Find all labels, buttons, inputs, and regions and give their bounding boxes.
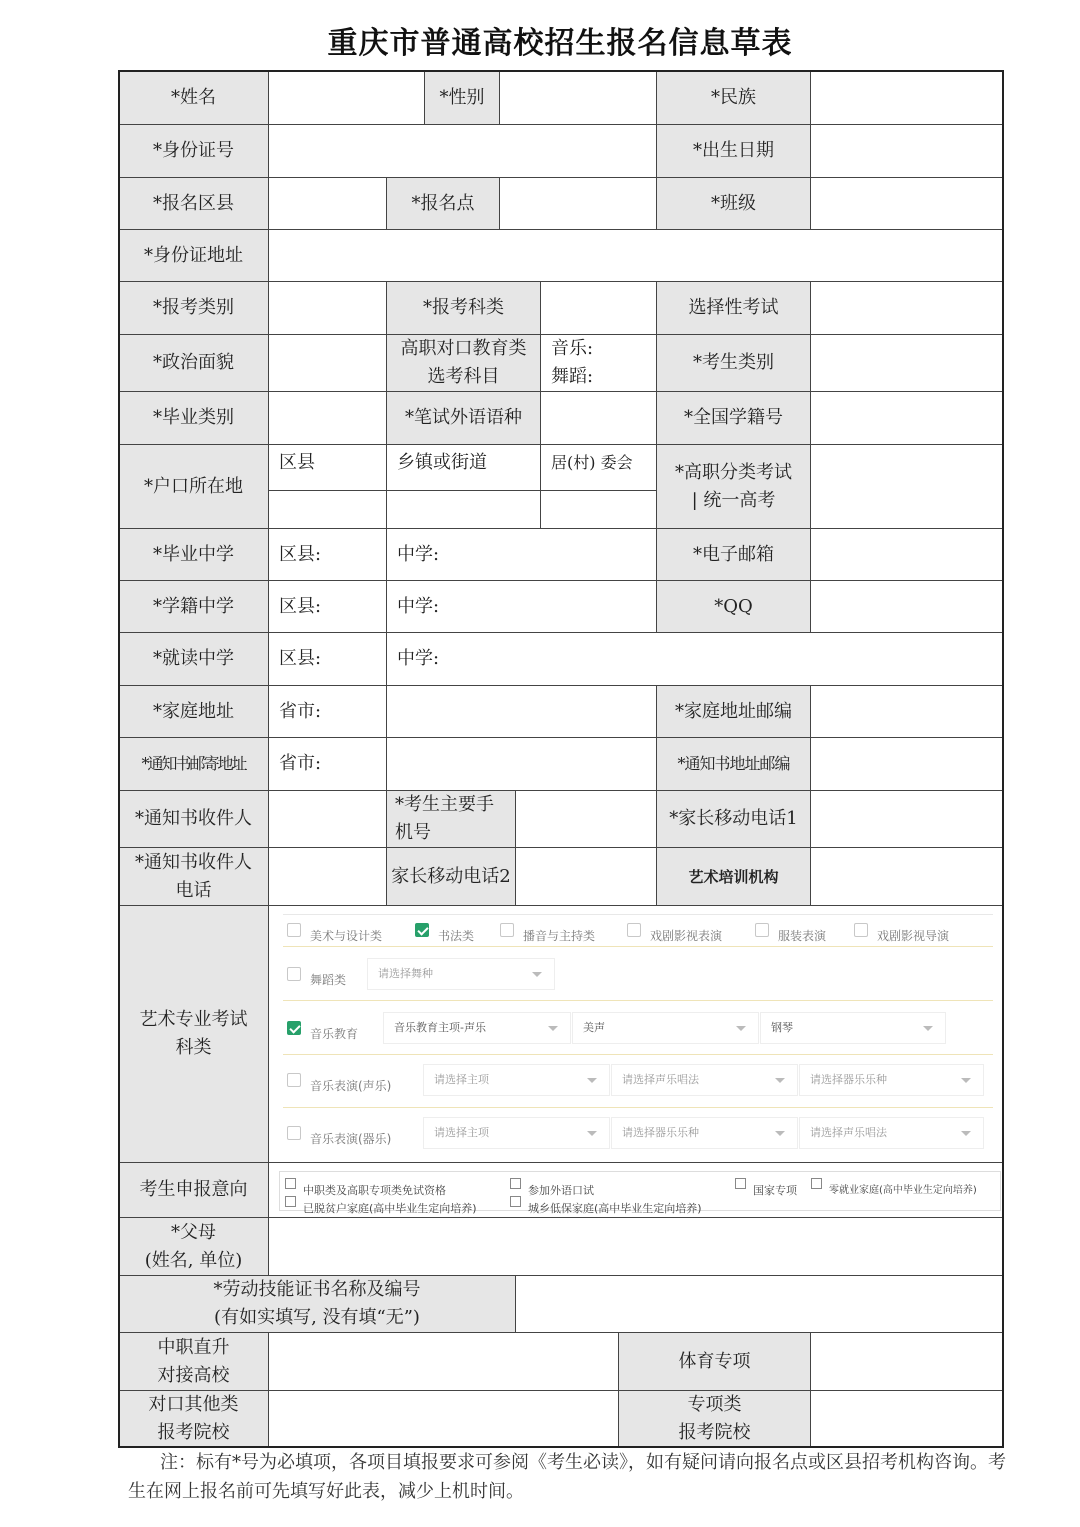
intent-panel xyxy=(268,1162,1004,1218)
dance-label: 舞蹈: xyxy=(551,366,594,387)
label-mail-postcode: *通知书地址邮编 xyxy=(656,737,811,791)
other-colleges-line1: 对口其他类 xyxy=(148,1394,239,1415)
dance-type-select-value: 请选择舞种 xyxy=(378,967,433,980)
parent-phone1-input[interactable] xyxy=(810,790,1004,848)
label-elective-exam: 选择性考试 xyxy=(656,281,811,335)
checkbox-music-instrument[interactable] xyxy=(287,1126,301,1140)
music-edu-major-select[interactable] xyxy=(383,1012,571,1044)
label-other-colleges xyxy=(118,1390,269,1448)
checkbox-national-special[interactable] xyxy=(735,1178,746,1189)
music-instr-singing-value: 请选择声乐唱法 xyxy=(810,1126,887,1139)
subject-category-input[interactable] xyxy=(540,281,657,335)
calligraphy-label: 书法类 xyxy=(438,929,475,943)
drama-directing-label: 戏剧影视导演 xyxy=(877,929,950,943)
id-address-input[interactable] xyxy=(268,229,1004,282)
chevron-down-icon xyxy=(532,972,542,977)
art-exam-line2: 科类 xyxy=(175,1037,212,1058)
parent-phone2-input[interactable] xyxy=(515,847,657,906)
music-instrument-label: 音乐表演(器乐) xyxy=(310,1132,392,1146)
label-foreign-language: *笔试外语语种 xyxy=(386,391,541,445)
checkbox-zero-employment[interactable] xyxy=(811,1178,822,1189)
art-design-label: 美术与设计类 xyxy=(310,929,383,943)
checkbox-oral-exam[interactable] xyxy=(510,1178,521,1189)
music-vocal-major-select[interactable] xyxy=(423,1064,610,1096)
music-instr-type-value: 请选择器乐乐种 xyxy=(622,1126,699,1139)
art-exam-panel xyxy=(268,905,1004,1163)
special-colleges-line1: 专项类 xyxy=(687,1394,742,1415)
mail-address-input[interactable] xyxy=(386,737,657,791)
checkbox-broadcasting[interactable] xyxy=(500,923,514,937)
music-instr-major-select[interactable] xyxy=(423,1117,610,1149)
label-household: *户口所在地 xyxy=(118,444,269,529)
checkbox-music-vocal[interactable] xyxy=(287,1073,301,1087)
label-candidate-type: *考生类别 xyxy=(656,334,811,392)
chevron-down-icon xyxy=(587,1131,597,1136)
district-input[interactable] xyxy=(268,177,387,230)
zero-employment-label: 零就业家庭(高中毕业生定向培养) xyxy=(829,1185,977,1196)
name-input[interactable] xyxy=(268,70,425,125)
chevron-down-icon xyxy=(923,1026,933,1031)
label-exam-category: *报考类别 xyxy=(118,281,269,335)
household-county-value[interactable] xyxy=(268,490,387,529)
home-province-input[interactable]: 省市: xyxy=(268,685,387,738)
label-candidate-mobile xyxy=(386,790,516,848)
direct-promotion-line1: 中职直升 xyxy=(157,1336,230,1358)
label-political-status: *政治面貌 xyxy=(118,334,269,392)
grad-school-input[interactable]: 中学: xyxy=(386,528,657,581)
other-colleges-line2: 报考院校 xyxy=(157,1422,230,1443)
music-edu-vocal-value: 美声 xyxy=(583,1021,605,1034)
label-id-address: *身份证地址 xyxy=(118,229,269,282)
candidate-mobile-input[interactable] xyxy=(515,790,657,848)
registration-point-input[interactable] xyxy=(499,177,657,230)
skill-certificate-input[interactable] xyxy=(515,1275,1004,1333)
home-address-input[interactable] xyxy=(386,685,657,738)
label-registration-point: *报名点 xyxy=(386,177,500,230)
candidate-type-input[interactable] xyxy=(810,334,1004,392)
sports-special-input[interactable] xyxy=(810,1332,1004,1391)
chevron-down-icon xyxy=(775,1131,785,1136)
student-id-input[interactable] xyxy=(810,391,1004,445)
poverty-relief-label: 已脱贫户家庭(高中毕业生定向培养) xyxy=(303,1202,477,1215)
music-edu-instrument-value: 钢琴 xyxy=(771,1021,793,1034)
checkbox-low-income[interactable] xyxy=(510,1196,521,1207)
separator xyxy=(283,1054,993,1055)
label-parent-phone2: 家长移动电话2 xyxy=(386,847,516,906)
separator xyxy=(283,1000,993,1001)
national-special-label: 国家专项 xyxy=(753,1184,797,1197)
label-parents xyxy=(118,1217,269,1276)
current-school-county-input[interactable]: 区县: xyxy=(268,632,387,686)
music-vocal-singing-select[interactable] xyxy=(611,1064,798,1096)
label-student-id: *全国学籍号 xyxy=(656,391,811,445)
music-instr-major-value: 请选择主项 xyxy=(434,1126,489,1139)
label-home-address: *家庭地址 xyxy=(118,685,269,738)
special-colleges-line2: 报考院校 xyxy=(678,1422,751,1443)
dance-label: 舞蹈类 xyxy=(310,973,347,987)
low-income-label: 城乡低保家庭(高中毕业生定向培养) xyxy=(528,1202,702,1215)
checkbox-exempt-qualification[interactable] xyxy=(285,1178,296,1189)
label-parent-phone1: *家长移动电话1 xyxy=(656,790,811,848)
label-art-institution: 艺术培训机构 xyxy=(656,847,811,906)
dance-type-select[interactable] xyxy=(367,958,555,990)
label-current-school: *就读中学 xyxy=(118,632,269,686)
label-recipient-phone xyxy=(118,847,269,906)
label-reg-school: *学籍中学 xyxy=(118,580,269,633)
elective-exam-input[interactable] xyxy=(810,281,1004,335)
oral-exam-label: 参加外语口试 xyxy=(528,1184,594,1197)
label-email: *电子邮箱 xyxy=(656,528,811,581)
candidate-mobile-line1: *考生主要手 xyxy=(395,794,494,815)
special-colleges-input[interactable] xyxy=(810,1390,1004,1448)
candidate-mobile-line2: 机号 xyxy=(395,822,431,843)
fashion-show-label: 服装表演 xyxy=(778,929,827,943)
label-special-colleges xyxy=(618,1390,811,1448)
political-status-input[interactable] xyxy=(268,334,387,392)
household-township-input[interactable]: 乡镇或街道 xyxy=(386,444,541,491)
household-county-input[interactable]: 区县 xyxy=(268,444,387,491)
music-education-label: 音乐教育 xyxy=(310,1027,359,1041)
label-birth-date: *出生日期 xyxy=(656,124,811,178)
chevron-down-icon xyxy=(548,1026,558,1031)
reg-school-input[interactable]: 中学: xyxy=(386,580,657,633)
mail-postcode-input[interactable] xyxy=(810,737,1004,791)
page-title: 重庆市普通高校招生报名信息草表 xyxy=(327,26,793,61)
vocational-subject-line2: 选考科目 xyxy=(427,366,500,387)
exam-type-line1: *高职分类考试 xyxy=(675,461,792,483)
chevron-down-icon xyxy=(775,1078,785,1083)
direct-promotion-line2: 对接高校 xyxy=(157,1364,230,1386)
separator xyxy=(283,946,993,947)
foreign-language-input[interactable] xyxy=(540,391,657,445)
gender-input[interactable] xyxy=(499,70,657,125)
checkbox-poverty-relief[interactable] xyxy=(285,1196,296,1207)
label-direct-promotion xyxy=(118,1332,269,1391)
label-skill-certificate xyxy=(118,1275,516,1333)
music-edu-vocal-select[interactable] xyxy=(572,1012,759,1044)
exempt-qualification-label: 中职类及高职专项类免试资格 xyxy=(303,1184,446,1197)
parents-line2: (姓名, 单位) xyxy=(144,1249,243,1271)
parents-line1: *父母 xyxy=(171,1221,216,1243)
label-exam-type xyxy=(656,444,811,529)
recipient-input[interactable] xyxy=(268,790,387,848)
recipient-phone-line1: *通知书收件人 xyxy=(135,851,252,873)
music-edu-major-value: 音乐教育主项-声乐 xyxy=(394,1021,486,1034)
label-home-postcode: *家庭地址邮编 xyxy=(656,685,811,738)
label-art-exam xyxy=(118,905,269,1163)
current-school-input[interactable]: 中学: xyxy=(386,632,1004,686)
music-vocal-instrument-select[interactable] xyxy=(799,1064,984,1096)
mail-province-input[interactable]: 省市: xyxy=(268,737,387,791)
art-exam-line1: 艺术专业考试 xyxy=(139,1009,248,1030)
music-vocal-singing-value: 请选择声乐唱法 xyxy=(622,1073,699,1086)
qq-input[interactable] xyxy=(810,580,1004,633)
checkbox-dance[interactable] xyxy=(287,967,301,981)
label-ethnicity: *民族 xyxy=(656,70,811,125)
chevron-down-icon xyxy=(961,1131,971,1136)
skill-cert-line1: *劳动技能证书名称及编号 xyxy=(213,1279,421,1300)
checkbox-drama-acting[interactable] xyxy=(627,923,641,937)
home-postcode-input[interactable] xyxy=(810,685,1004,738)
household-committee-value[interactable] xyxy=(540,490,657,529)
class-input[interactable] xyxy=(810,177,1004,230)
art-institution-input[interactable] xyxy=(810,847,1004,906)
label-recipient: *通知书收件人 xyxy=(118,790,269,848)
graduation-type-input[interactable] xyxy=(268,391,387,445)
label-grad-school: *毕业中学 xyxy=(118,528,269,581)
checkbox-art-design[interactable] xyxy=(287,923,301,937)
music-vocal-label: 音乐表演(声乐) xyxy=(310,1079,392,1093)
checkbox-music-education[interactable] xyxy=(287,1021,301,1035)
label-intent: 考生申报意向 xyxy=(118,1162,269,1218)
label-district: *报名区县 xyxy=(118,177,269,230)
direct-promotion-input[interactable] xyxy=(268,1332,619,1391)
music-instr-type-select[interactable] xyxy=(611,1117,798,1149)
label-mail-address: *通知书邮寄地址 xyxy=(118,737,269,791)
label-name: *姓名 xyxy=(118,70,269,125)
label-graduation-type: *毕业类别 xyxy=(118,391,269,445)
recipient-phone-line2: 电话 xyxy=(175,879,212,901)
exam-type-line2: | 统一高考 xyxy=(691,489,776,511)
id-number-input[interactable] xyxy=(268,124,657,178)
label-sports-special: 体育专项 xyxy=(618,1332,811,1391)
music-edu-instrument-select[interactable] xyxy=(760,1012,946,1044)
broadcasting-label: 播音与主持类 xyxy=(523,929,596,943)
exam-category-input[interactable] xyxy=(268,281,387,335)
birth-date-input[interactable] xyxy=(810,124,1004,178)
checkbox-fashion-show[interactable] xyxy=(755,923,769,937)
grad-school-county-input[interactable]: 区县: xyxy=(268,528,387,581)
music-instr-singing-select[interactable] xyxy=(799,1117,984,1149)
chevron-down-icon xyxy=(736,1026,746,1031)
recipient-phone-input[interactable] xyxy=(268,847,387,906)
parents-input[interactable] xyxy=(268,1217,1004,1276)
label-id-number: *身份证号 xyxy=(118,124,269,178)
label-vocational-subject xyxy=(386,334,541,392)
label-gender: *性别 xyxy=(424,70,500,125)
household-township-value[interactable] xyxy=(386,490,541,529)
vocational-subject-line1: 高职对口教育类 xyxy=(400,338,527,359)
label-class: *班级 xyxy=(656,177,811,230)
email-input[interactable] xyxy=(810,528,1004,581)
exam-type-input[interactable] xyxy=(810,444,1004,529)
footnote: 注：标有*号为必填项，各项目填报要求可参阅《考生必读》，如有疑问请向报名点或区县招考机构咨询。考生在网上报名前可先填写好此表，减少上机时间。 xyxy=(128,1452,1006,1502)
music-label: 音乐: xyxy=(551,338,594,359)
chevron-down-icon xyxy=(587,1078,597,1083)
art-top-border xyxy=(283,914,993,915)
reg-school-county-input[interactable]: 区县: xyxy=(268,580,387,633)
music-vocal-major-value: 请选择主项 xyxy=(434,1073,489,1086)
other-colleges-input[interactable] xyxy=(268,1390,619,1448)
music-dance-field[interactable] xyxy=(540,334,657,392)
music-vocal-instrument-value: 请选择器乐乐种 xyxy=(810,1073,887,1086)
checkbox-drama-directing[interactable] xyxy=(854,923,868,937)
separator xyxy=(283,1107,993,1108)
ethnicity-input[interactable] xyxy=(810,70,1004,125)
checkbox-calligraphy[interactable] xyxy=(415,923,429,937)
skill-cert-line2: (有如实填写, 没有填“无”) xyxy=(214,1307,420,1328)
label-subject-category: *报考科类 xyxy=(386,281,541,335)
drama-acting-label: 戏剧影视表演 xyxy=(650,929,723,943)
label-qq: *QQ xyxy=(656,580,811,633)
chevron-down-icon xyxy=(961,1078,971,1083)
household-committee-input[interactable]: 居(村) 委会 xyxy=(540,444,657,491)
